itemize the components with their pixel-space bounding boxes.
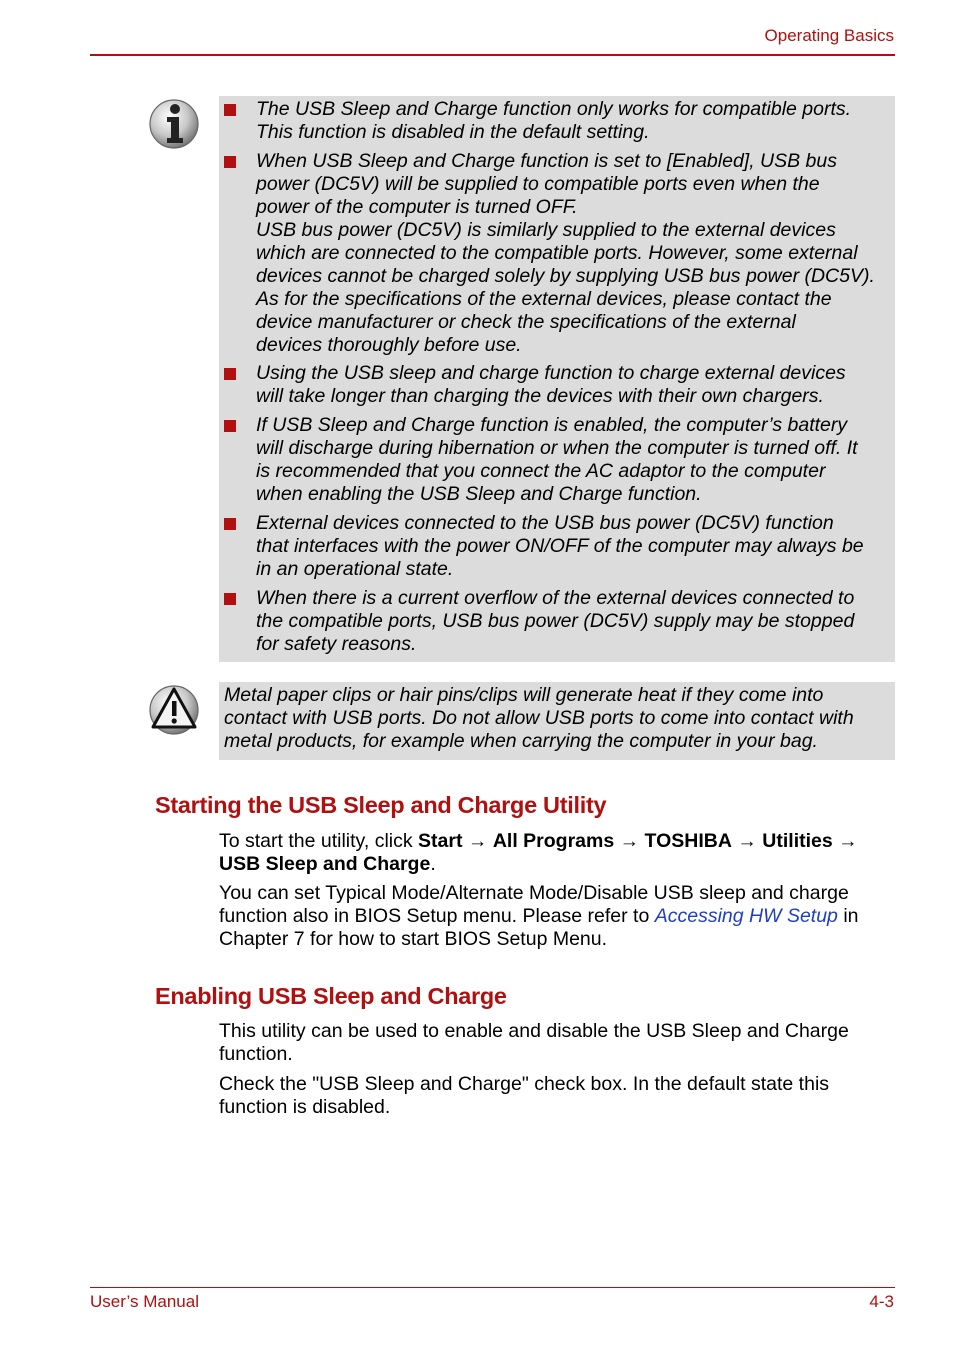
bullet-line: which are connected to the compatible ports. However, some external [256, 242, 858, 264]
bios-setup-paragraph [219, 882, 895, 951]
enable-disable-paragraph [219, 1020, 895, 1066]
bullet-square-icon [224, 156, 236, 168]
arrow-icon: → [467, 830, 488, 852]
bullet-text [256, 150, 891, 357]
bullet-line: devices thoroughly before use. [256, 334, 522, 356]
checkbox-paragraph [219, 1073, 895, 1119]
header-rule [90, 54, 895, 56]
bullet-line: USB bus power (DC5V) is similarly supplied to the external devices [256, 219, 836, 241]
paragraph-text: in [837, 905, 859, 927]
bullet-line: power of the computer is turned OFF. [256, 196, 578, 218]
info-bullet-item [219, 150, 895, 357]
section-heading-starting-utility: Starting the USB Sleep and Charge Utility [155, 792, 607, 818]
instruction-text: To start the utility, click [219, 830, 419, 852]
start-utility-paragraph [219, 830, 895, 876]
section-heading-enabling: Enabling USB Sleep and Charge [155, 983, 507, 1009]
paragraph-line: You can set Typical Mode/Alternate Mode/Disable USB sleep and charge [219, 882, 849, 904]
footer-manual-title: User’s Manual [90, 1292, 199, 1311]
info-bullet-item [219, 414, 895, 506]
bullet-line: in an operational state. [256, 558, 454, 580]
warning-note-box [219, 682, 895, 760]
menu-path-usb-sleep-and-charge: USB Sleep and Charge [219, 853, 431, 875]
warning-line: Metal paper clips or hair pins/clips will generate heat if they come into [224, 684, 824, 706]
paragraph-line: Chapter 7 for how to start BIOS Setup Menu. [219, 928, 608, 950]
accessing-hw-setup-link[interactable]: Accessing HW Setup [654, 905, 838, 927]
info-bullet-item [219, 512, 895, 581]
paragraph-text: function also in BIOS Setup menu. Please refer to [219, 905, 655, 927]
paragraph-line: function. [219, 1043, 293, 1065]
paragraph-line: function is disabled. [219, 1096, 391, 1118]
paragraph-line: Check the "USB Sleep and Charge" check box. In the default state this [219, 1073, 830, 1095]
info-bullet-item [219, 98, 895, 144]
bullet-line: will take longer than charging the devices with their own chargers. [256, 385, 824, 407]
arrow-icon: → [619, 830, 640, 852]
bullet-line: External devices connected to the USB bus power (DC5V) function [256, 512, 834, 534]
bullet-line: is recommended that you connect the AC adaptor to the computer [256, 460, 826, 482]
bullet-square-icon [224, 368, 236, 380]
warning-text [224, 684, 891, 753]
bullet-line: that interfaces with the power ON/OFF of the computer may always be [256, 535, 864, 557]
bullet-line: If USB Sleep and Charge function is enabled, the computer’s battery [256, 414, 848, 436]
bullet-line: devices cannot be charged solely by supplying USB bus power (DC5V). [256, 265, 875, 287]
menu-path-utilities: Utilities [762, 830, 833, 852]
running-header-title: Operating Basics [764, 26, 894, 45]
bullet-text [256, 414, 891, 506]
warning-line: contact with USB ports. Do not allow USB ports to come into contact with [224, 707, 854, 729]
bullet-square-icon [224, 104, 236, 116]
bullet-text [256, 587, 891, 656]
bullet-line: power (DC5V) will be supplied to compatible ports even when the [256, 173, 820, 195]
menu-path-all-programs: All Programs [492, 830, 615, 852]
bullet-text [256, 512, 891, 581]
warning-icon [148, 684, 200, 736]
info-note-box [219, 96, 895, 662]
info-bullet-item [219, 587, 895, 656]
bullet-text [256, 98, 891, 144]
bullet-line: for safety reasons. [256, 633, 417, 655]
page-number: 4-3 [869, 1292, 894, 1311]
arrow-icon: → [737, 830, 757, 852]
bullet-square-icon [224, 593, 236, 605]
info-bullet-item [219, 362, 895, 408]
bullet-line: device manufacturer or check the specifications of the external [256, 311, 796, 333]
footer-rule [90, 1287, 895, 1288]
bullet-line: As for the specifications of the external devices, please contact the [256, 288, 832, 310]
menu-path-start: Start [418, 830, 463, 852]
paragraph-line: This utility can be used to enable and disable the USB Sleep and Charge [219, 1020, 849, 1042]
arrow-icon: → [838, 830, 858, 852]
bullet-line: the compatible ports, USB bus power (DC5V) supply may be stopped [256, 610, 855, 632]
menu-path-toshiba: TOSHIBA [644, 830, 732, 852]
bullet-square-icon [224, 420, 236, 432]
bullet-line: will discharge during hibernation or when the computer is turned off. It [256, 437, 858, 459]
bullet-line: when enabling the USB Sleep and Charge function. [256, 483, 702, 505]
info-icon [148, 98, 200, 150]
bullet-line: The USB Sleep and Charge function only works for compatible ports. [256, 98, 852, 120]
bullet-line: When USB Sleep and Charge function is set to [Enabled], USB bus [256, 150, 838, 172]
sentence-period: . [430, 853, 436, 875]
bullet-square-icon [224, 518, 236, 530]
bullet-line: Using the USB sleep and charge function to charge external devices [256, 362, 846, 384]
bullet-text [256, 362, 891, 408]
bullet-line: This function is disabled in the default setting. [256, 121, 650, 143]
bullet-line: When there is a current overflow of the external devices connected to [256, 587, 855, 609]
warning-line: metal products, for example when carrying the computer in your bag. [224, 730, 818, 752]
